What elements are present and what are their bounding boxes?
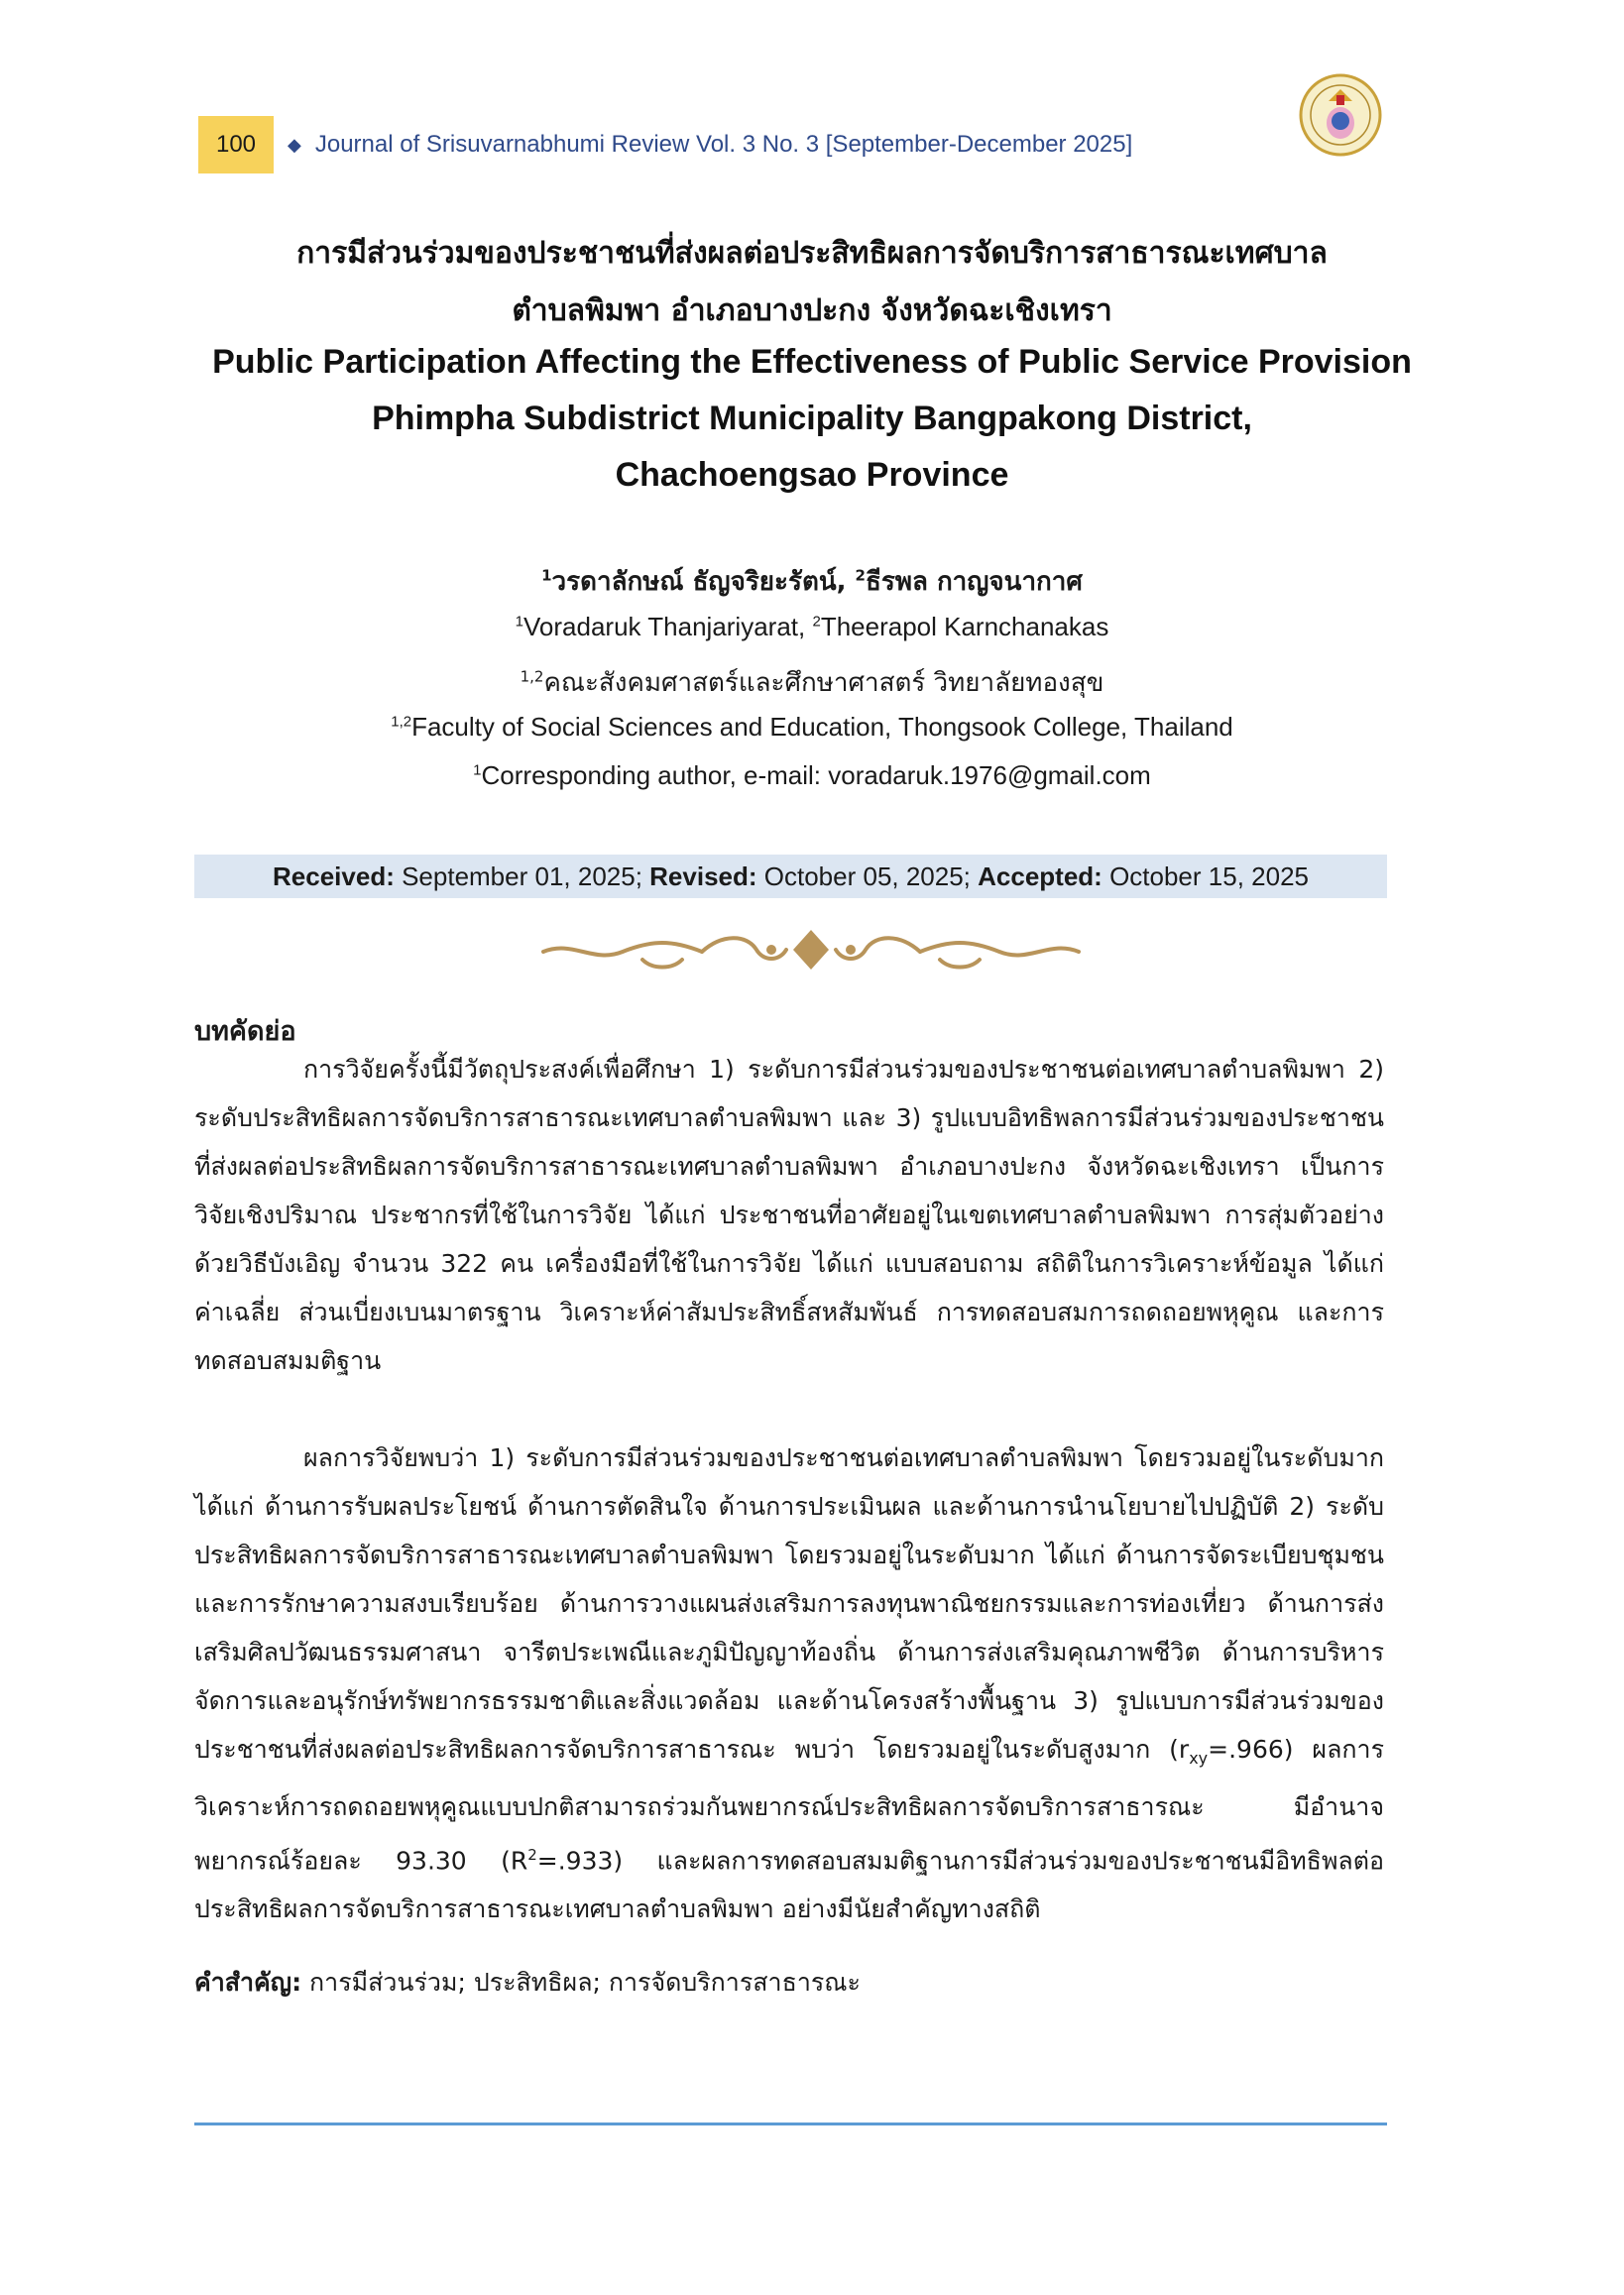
ornament-divider-icon — [533, 920, 1089, 979]
corresponding-author: $^1$Corresponding author, e-mail: voradaruk.1976@gmail.com — [473, 760, 1151, 790]
college-seal-icon — [1299, 73, 1382, 157]
authors-english: $^1$Voradaruk Thanjariyarat, $^2$Theerapol Karnchanakas — [515, 612, 1109, 641]
title-thai-line2: ตำบลพิมพา อำเภอบางปะกง จังหวัดฉะเชิงเทรา — [512, 293, 1112, 328]
submission-dates: Received: September 01, 2025; Revised: October 05, 2025; Accepted: October 15, 2025 — [194, 855, 1387, 898]
title-english-line2: Phimpha Subdistrict Municipality Bangpakong District, — [372, 400, 1252, 437]
abstract-heading: บทคัดย่อ — [194, 1016, 296, 1047]
keywords-label: คำสำคัญ: — [194, 1968, 302, 1997]
running-header — [198, 116, 1132, 173]
page-number: 100 — [198, 116, 274, 173]
title-english-line3: Chachoengsao Province — [615, 456, 1009, 494]
authors-thai: $^1$วรดาลักษณ์ ธัญจริยะรัตน์, $^2$ธีรพล กาญจนากาศ — [541, 566, 1083, 597]
title-english-line1: Public Participation Affecting the Effectiveness of Public Service Provision — [212, 343, 1412, 381]
affiliation-english: $^{1,2}$Faculty of Social Sciences and Education, Thongsook College, Thailand — [391, 712, 1233, 742]
keywords — [194, 1963, 861, 2003]
affiliation-thai: $^{1,2}$คณะสังคมศาสตร์และศึกษาศาสตร์ วิทยาลัยทองสุข — [520, 667, 1104, 698]
keywords-value: การมีส่วนร่วม; ประสิทธิผล; การจัดบริการสาธารณะ — [301, 1968, 861, 1997]
abstract-paragraph-1: การวิจัยครั้งนี้มีวัตถุประสงค์เพื่อศึกษา 1) ระดับการมีส่วนร่วมของประชาชนต่อเทศบาลตำบลพิมพา 2) ระดับประสิทธิผลการจัดบริการสาธารณะเทศบาลตำบลพิมพา และ 3) รูปแบบอิทธิพลการมีส่วนร่วมของประชาชนที่ส่งผลต่อประสิทธิผลการจัดบริการสาธารณะเทศบาลตำบลพิมพา อำเภอบางปะกง จังหวัดฉะเชิงเทรา เป็นการวิจัยเชิงปริมาณ ประชากรที่ใช้ในการวิจัย ได้แก่ ประชาชนที่อาศัยอยู่ในเขตเทศบาลตำบลพิมพา การสุ่มตัวอย่าง ด้วยวิธีบังเอิญ จำนวน 322 คน เครื่องมือที่ใช้ในการวิจัย ได้แก่ แบบสอบถาม สถิติในการวิเคราะห์ข้อมูล ได้แก่ ค่าเฉลี่ย ส่วนเบี่ยงเบนมาตรฐาน วิเคราะห์ค่าสัมประสิทธิ์สหสัมพันธ์ การทดสอบสมการถดถอยพหุคูณ และการทดสอบสมมติฐาน — [194, 1055, 1384, 1375]
abstract-paragraph-2: ผลการวิจัยพบว่า 1) ระดับการมีส่วนร่วมของประชาชนต่อเทศบาลตำบลพิมพา โดยรวมอยู่ในระดับมาก ได้แก่ ด้านการรับผลประโยชน์ ด้านการตัดสินใจ ด้านการประเมินผล และด้านการนำนโยบายไปปฏิบัติ 2) ระดับประสิทธิผลการจัดบริการสาธารณะเทศบาลตำบลพิมพา โดยรวมอยู่ในระดับมาก ได้แก่ ด้านการจัดระเบียบชุมชนและการรักษาความสงบเรียบร้อย ด้านการวางแผนส่งเสริมการลงทุนพาณิชยกรรมและการท่องเที่ยว ด้านการส่งเสริมศิลปวัฒนธรรมศาสนา จารีตประเพณีและภูมิปัญญาท้องถิ่น ด้านการส่งเสริมคุณภาพชีวิต ด้านการบริหารจัดการและอนุรักษ์ทรัพยากรธรรมชาติและสิ่งแวดล้อม และด้านโครงสร้างพื้นฐาน 3) รูปแบบการมีส่วนร่วมของประชาชนที่ส่งผลต่อประสิทธิผลการจัดบริการสาธารณะ พบว่า โดยรวมอยู่ในระดับสูงมาก $(r_{xy}=.966)$ ผลการวิเคราะห์การถดถอยพหุคูณแบบปกติสามารถร่วมกันพยากรณ์ประสิทธิผลการจัดบริการสาธารณะ มีอำนาจพยากรณ์ร้อยละ 93.30 $(R^2=.933)$ และผลการทดสอบสมมติฐานการมีส่วนร่วมของประชาชนมีอิทธิพลต่อประสิทธิผลการจัดบริการสาธารณะเทศบาลตำบลพิมพา อย่างมีนัยสำคัญทางสถิติ — [194, 1443, 1384, 1924]
footer-divider — [194, 2123, 1387, 2125]
title-thai-line1: การมีส่วนร่วมของประชาชนที่ส่งผลต่อประสิทธิผลการจัดบริการสาธารณะเทศบาล — [296, 236, 1328, 271]
diamond-icon: ◆ — [288, 134, 301, 156]
journal-name: Journal of Srisuvarnabhumi Review Vol. 3 No. 3 [September-December 2025] — [314, 131, 1133, 158]
